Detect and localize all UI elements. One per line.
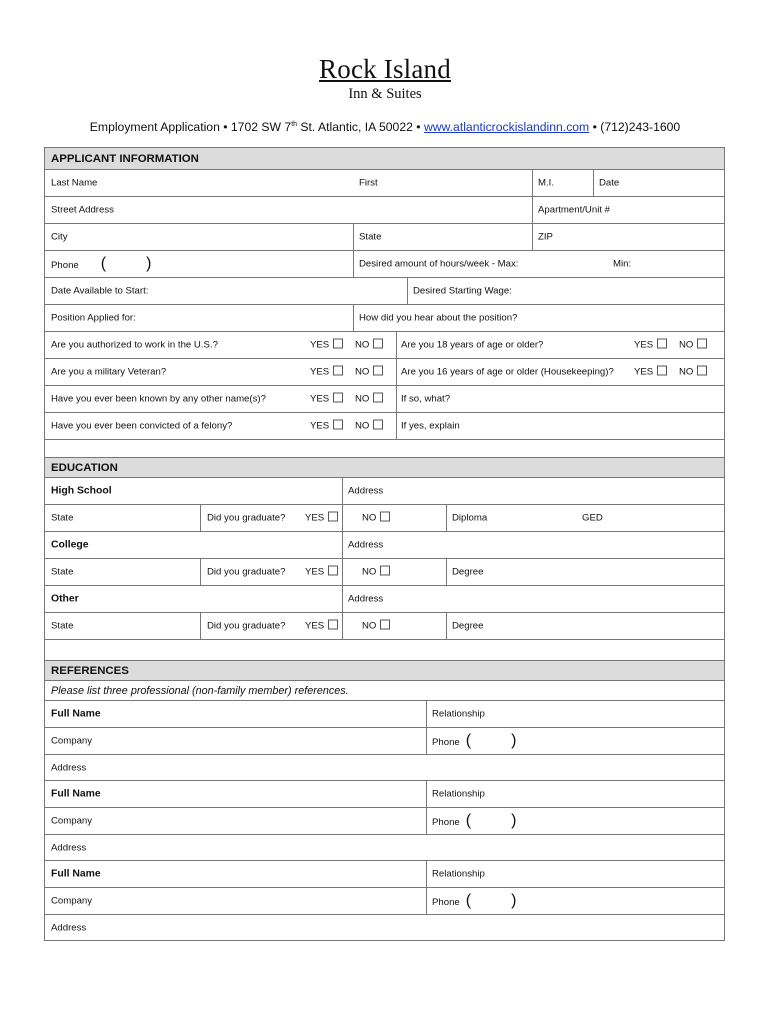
references-note: Please list three professional (non-family member) references.: [51, 684, 349, 697]
row-position: [45, 305, 724, 332]
felony-question: Have you ever been convicted of a felony?: [51, 420, 233, 432]
first-name-field[interactable]: First: [359, 177, 378, 189]
row-start: [45, 278, 724, 305]
age-18-no-checkbox[interactable]: NO: [679, 340, 707, 351]
high-school-no-checkbox[interactable]: NO: [362, 513, 390, 524]
diploma-field[interactable]: Diploma: [452, 512, 488, 524]
reference-3-name-row: [45, 861, 724, 888]
reference-2-company-field[interactable]: Company: [51, 815, 93, 827]
apartment-field[interactable]: Apartment/Unit #: [538, 204, 610, 216]
ged-field[interactable]: GED: [582, 512, 603, 524]
website-link[interactable]: www.atlanticrockislandinn.com: [423, 120, 590, 134]
spacer-row: [45, 640, 724, 661]
other-graduate-question: Did you graduate?: [207, 620, 286, 632]
contact-line: Employment Application • 1702 SW 7th St. Atlantic, IA 50022 • www.atlanticrockislandinn.com • (712)243-1600: [89, 120, 681, 134]
reference-2-phone-field[interactable]: Phone ( ): [432, 812, 517, 829]
row-city: [45, 224, 724, 251]
reference-3-company-row: [45, 888, 724, 915]
other-names-field[interactable]: If so, what?: [401, 393, 451, 405]
reference-2-address-row: [45, 835, 724, 861]
high-school-graduate-question: Did you graduate?: [207, 512, 286, 524]
reference-2-relationship-field[interactable]: Relationship: [432, 788, 485, 800]
other-school-field[interactable]: Other: [51, 593, 79, 605]
felony-yes-checkbox[interactable]: YES: [310, 421, 343, 432]
high-school-state-field[interactable]: State: [51, 512, 74, 524]
reference-1-relationship-field[interactable]: Relationship: [432, 708, 485, 720]
wage-field[interactable]: Desired Starting Wage:: [413, 285, 512, 297]
reference-3-address-field[interactable]: Address: [51, 922, 87, 934]
row-college-details: [45, 559, 724, 586]
company-title: Rock Island: [319, 54, 451, 84]
college-graduate-question: Did you graduate?: [207, 566, 286, 578]
reference-2-address-field[interactable]: Address: [51, 842, 87, 853]
hours-min-field[interactable]: Min:: [613, 258, 632, 270]
row-street: [45, 197, 724, 224]
row-other-school: [45, 586, 724, 613]
high-school-address-field[interactable]: Address: [348, 485, 384, 497]
authorized-no-checkbox[interactable]: NO: [355, 340, 383, 351]
age-16-yes-checkbox[interactable]: YES: [634, 367, 667, 378]
hours-max-field[interactable]: Desired amount of hours/week - Max:: [359, 258, 519, 270]
row-other-names: [45, 386, 724, 413]
reference-1-company-field[interactable]: Company: [51, 735, 93, 747]
section-header-applicant: APPLICANT INFORMATION: [45, 148, 724, 170]
row-college: [45, 532, 724, 559]
other-school-state-field[interactable]: State: [51, 620, 74, 632]
position-field[interactable]: Position Applied for:: [51, 312, 136, 324]
college-no-checkbox[interactable]: NO: [362, 567, 390, 578]
zip-field[interactable]: ZIP: [538, 231, 553, 243]
mi-field[interactable]: M.I.: [538, 177, 554, 189]
phone-field[interactable]: Phone ( ): [51, 255, 152, 272]
row-phone: [45, 251, 724, 278]
row-other-school-details: [45, 613, 724, 640]
veteran-question: Are you a military Veteran?: [51, 366, 167, 378]
row-authorized: [45, 332, 724, 359]
college-address-field[interactable]: Address: [348, 539, 384, 551]
state-field[interactable]: State: [359, 231, 382, 243]
heard-about-field[interactable]: How did you hear about the position?: [359, 312, 518, 324]
reference-2-name-field[interactable]: Full Name: [51, 788, 101, 800]
date-available-field[interactable]: Date Available to Start:: [51, 285, 149, 297]
high-school-field[interactable]: High School: [51, 485, 112, 497]
reference-1-address-field[interactable]: Address: [51, 762, 87, 773]
high-school-yes-checkbox[interactable]: YES: [305, 513, 338, 524]
other-yes-checkbox[interactable]: YES: [305, 621, 338, 632]
date-field[interactable]: Date: [599, 177, 620, 189]
spacer-row: [45, 440, 724, 458]
reference-3-relationship-field[interactable]: Relationship: [432, 868, 485, 880]
college-field[interactable]: College: [51, 539, 89, 551]
other-names-yes-checkbox[interactable]: YES: [310, 394, 343, 405]
references-note-row: [45, 681, 724, 701]
reference-3-address-row: [45, 915, 724, 941]
reference-3-name-field[interactable]: Full Name: [51, 868, 101, 880]
reference-1-name-row: [45, 701, 724, 728]
reference-1-company-row: [45, 728, 724, 755]
veteran-no-checkbox[interactable]: NO: [355, 367, 383, 378]
veteran-yes-checkbox[interactable]: YES: [310, 367, 343, 378]
reference-1-name-field[interactable]: Full Name: [51, 708, 101, 720]
reference-3-phone-field[interactable]: Phone ( ): [432, 892, 517, 909]
reference-1-address-row: [45, 755, 724, 781]
other-degree-field[interactable]: Degree: [452, 620, 484, 632]
authorized-yes-checkbox[interactable]: YES: [310, 340, 343, 351]
other-no-checkbox[interactable]: NO: [362, 621, 390, 632]
reference-1-phone-field[interactable]: Phone ( ): [432, 732, 517, 749]
other-school-address-field[interactable]: Address: [348, 593, 384, 605]
row-high-school-details: [45, 505, 724, 532]
row-felony: [45, 413, 724, 440]
other-names-question: Have you ever been known by any other name(s)?: [51, 393, 266, 405]
reference-3-company-field[interactable]: Company: [51, 895, 93, 907]
row-veteran: [45, 359, 724, 386]
reference-2-company-row: [45, 808, 724, 835]
row-name: [45, 170, 724, 197]
reference-2-name-row: [45, 781, 724, 808]
section-header-education: EDUCATION: [45, 458, 724, 478]
row-high-school: [45, 478, 724, 505]
age-16-no-checkbox[interactable]: NO: [679, 367, 707, 378]
felony-explain-field[interactable]: If yes, explain: [401, 420, 460, 432]
age-16-question: Are you 16 years of age or older (Housekeeping)?: [401, 366, 614, 378]
other-names-no-checkbox[interactable]: NO: [355, 394, 383, 405]
college-state-field[interactable]: State: [51, 566, 74, 578]
college-yes-checkbox[interactable]: YES: [305, 567, 338, 578]
age-18-yes-checkbox[interactable]: YES: [634, 340, 667, 351]
company-subtitle: Inn & Suites: [348, 86, 422, 102]
authorized-question: Are you authorized to work in the U.S.?: [51, 339, 218, 351]
last-name-field[interactable]: Last Name: [51, 177, 98, 189]
age-18-question: Are you 18 years of age or older?: [401, 339, 544, 351]
section-header-references: REFERENCES: [45, 661, 724, 681]
street-address-field[interactable]: Street Address: [51, 204, 114, 216]
application-form: [44, 147, 725, 941]
felony-no-checkbox[interactable]: NO: [355, 421, 383, 432]
college-degree-field[interactable]: Degree: [452, 566, 484, 578]
city-field[interactable]: City: [51, 231, 68, 243]
